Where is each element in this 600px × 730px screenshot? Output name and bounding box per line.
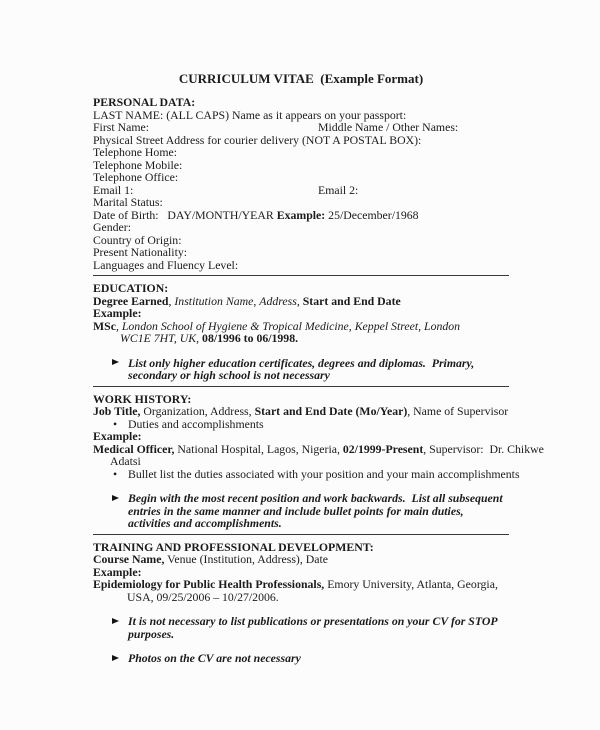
text-run: , Supervisor: Dr. Chikwe	[423, 441, 544, 456]
text-run: Telephone Office:	[93, 170, 179, 184]
section-divider	[93, 534, 509, 535]
doc-line-continuation	[93, 591, 509, 604]
arrow-note-item	[93, 357, 509, 382]
text-run: Job Title,	[93, 404, 141, 418]
text-run: Middle Name / Other Names:	[318, 120, 459, 134]
text-run: Duties and accomplishments	[128, 416, 264, 431]
bullet-dot-icon: •	[113, 416, 118, 431]
text-run: Organization, Address,	[140, 404, 255, 418]
text-run: Medical Officer,	[93, 441, 175, 456]
doc-line	[93, 295, 509, 308]
section-heading: EDUCATION:	[93, 281, 169, 295]
section-training-and-professional-development	[93, 541, 509, 665]
text-run: Country of Origin:	[93, 232, 182, 247]
text-run: Email 1:	[93, 182, 134, 197]
section-heading: TRAINING AND PROFESSIONAL DEVELOPMENT:	[93, 539, 374, 554]
text-run: Languages and Fluency Level:	[93, 257, 239, 272]
text-run: London School of Hygiene & Tropical Medicine, Keppel Street, London	[121, 318, 461, 333]
bullet-list-item	[93, 418, 509, 431]
arrow-bullet-icon	[112, 359, 119, 365]
arrow-note-item	[93, 492, 509, 530]
section-heading: WORK HISTORY:	[93, 391, 192, 406]
text-run: Telephone Home:	[93, 145, 178, 159]
doc-line	[93, 553, 509, 566]
section-work-history	[93, 391, 544, 530]
arrow-bullet-icon	[112, 495, 119, 501]
text-run: Gender:	[93, 220, 131, 234]
section-education	[93, 282, 509, 382]
text-run: Example:	[93, 429, 142, 443]
arrow-note-item	[93, 652, 509, 665]
section-heading: PERSONAL DATA:	[93, 95, 196, 109]
doc-line	[93, 441, 544, 456]
text-run: Course Name,	[93, 552, 165, 566]
text-run: ,	[115, 318, 122, 333]
text-run: Begin with the most recent position and work backwards. List all subsequent entries in the same manner and include bullet points for main duties, activities and accomplishments.	[128, 491, 506, 530]
text-run: LAST NAME: (ALL CAPS) Name as it appears on your passport:	[93, 107, 407, 122]
text-run: , Name of Supervisor	[407, 404, 509, 418]
text-run: Bullet list the duties associated with your position and your main accomplishments	[128, 466, 520, 481]
text-run: Start and End Date (Mo/Year)	[254, 404, 408, 418]
doc-line	[93, 171, 509, 184]
doc-line-continuation	[93, 332, 509, 345]
text-run: Example:	[93, 306, 142, 320]
bullet-dot-icon: •	[113, 466, 118, 481]
doc-line	[93, 259, 509, 272]
text-run: First Name:	[93, 120, 150, 134]
right-column-text	[318, 184, 358, 197]
arrow-bullet-icon	[112, 655, 119, 661]
text-run: Date of Birth: DAY/MONTH/YEAR	[93, 207, 277, 222]
text-run: Emory University, Atlanta, Georgia,	[324, 577, 498, 591]
text-run: 02/1999-Present	[342, 441, 424, 456]
text-run: Start and End Date	[302, 293, 401, 308]
text-run: Email 2:	[318, 182, 359, 197]
text-run: List only higher education certificates, degrees and diplomas. Primary, secondary or high school is not necessary	[128, 355, 478, 382]
arrow-bullet-icon	[112, 618, 119, 624]
text-run: ,	[168, 293, 175, 308]
bullet-list-item	[93, 466, 520, 481]
arrow-note-item	[93, 615, 509, 640]
text-run: Physical Street Address for courier delivery (NOT A POSTAL BOX):	[93, 132, 422, 147]
text-run: Photos on the CV are not necessary	[128, 651, 301, 665]
text-run: Example:	[276, 207, 326, 222]
text-run: Epidemiology for Public Health Professionals,	[93, 577, 325, 591]
document-title: CURRICULUM VITAE (Example Format)	[178, 71, 424, 86]
text-run: USA, 09/25/2006 – 10/27/2006.	[127, 589, 279, 604]
text-run: Present Nationality:	[93, 245, 188, 259]
section-divider	[93, 275, 509, 276]
text-run: Venue (Institution, Address), Date	[164, 552, 329, 566]
text-run: Marital Status:	[93, 195, 163, 209]
text-run: 25/December/1968	[325, 207, 419, 222]
text-run: It is not necessary to list publications or presentations on your CV for STOP purposes.	[128, 614, 501, 641]
text-run: ,	[296, 293, 303, 308]
section-divider	[93, 386, 509, 387]
text-run: MSc	[93, 318, 116, 333]
document-sections	[93, 95, 544, 665]
text-run: Telephone Mobile:	[93, 157, 183, 172]
text-run: National Hospital, Lagos, Nigeria,	[174, 441, 343, 456]
text-run: ,	[253, 293, 260, 308]
text-run: Degree Earned	[93, 293, 169, 308]
text-run: 08/1996 to 06/1998.	[202, 331, 299, 345]
doc-line	[93, 209, 509, 222]
text-run: Address	[259, 293, 297, 308]
text-run: Example:	[93, 564, 142, 579]
section-personal-data	[93, 96, 509, 271]
text-run: Institution Name	[174, 293, 254, 308]
text-run: WC1E 7HT, UK,	[120, 331, 203, 345]
text-run: Adatsi	[110, 454, 141, 468]
